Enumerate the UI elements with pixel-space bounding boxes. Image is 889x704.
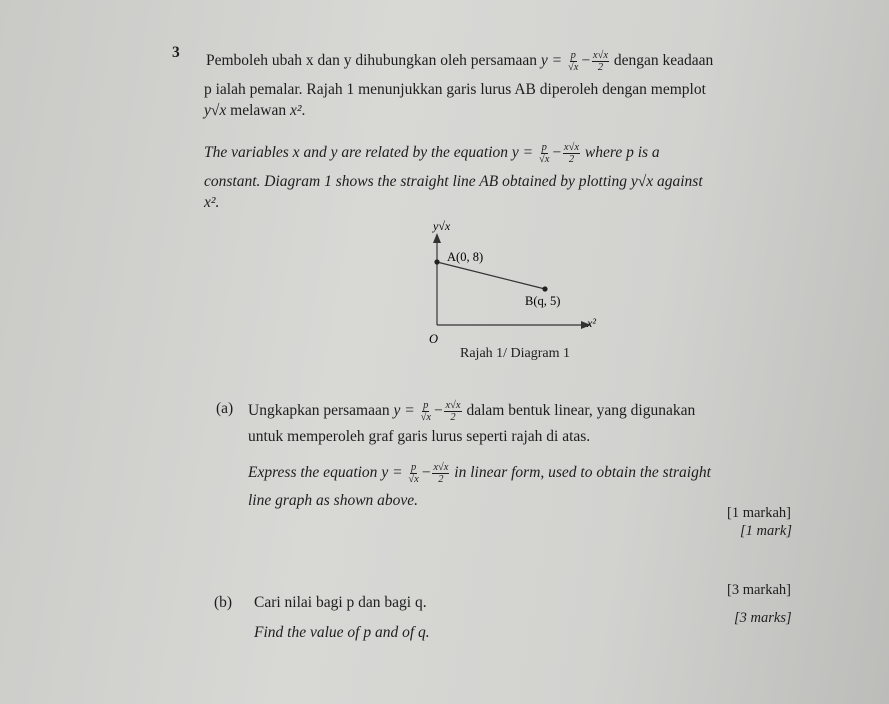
point-b-label: B(q, 5)	[525, 294, 561, 308]
equation	[393, 400, 466, 424]
frac-den: 2	[597, 62, 604, 74]
malay-intro-line-2: p ialah pemalar. Rajah 1 menunjukkan garis lurus AB diperoleh dengan memplot	[204, 81, 706, 98]
part-a-malay-line-1	[248, 400, 695, 423]
frac-den: 2	[450, 412, 456, 424]
english-intro-text-a: The variables x and y are related by the equation	[204, 144, 509, 162]
part-a-english-line-2: line graph as shown above.	[248, 492, 419, 509]
frac-num: p	[423, 400, 429, 411]
question-number: 3	[172, 44, 180, 61]
frac-den: √x	[568, 62, 579, 74]
x-squared-expr: x²	[204, 194, 216, 211]
fraction-p-over-root-x	[538, 142, 550, 165]
frac-num: p	[570, 50, 576, 61]
malay-intro-line-1	[206, 50, 713, 73]
equation-en	[511, 142, 585, 166]
part-a-malay-text-a: Ungkapkan persamaan	[248, 402, 390, 420]
minus-sign: −	[433, 402, 444, 420]
frac-num: x√x	[592, 50, 608, 61]
fraction-x-root-x-over-2	[444, 400, 461, 423]
frac-num: x√x	[445, 400, 461, 411]
point-a-label: A(0, 8)	[447, 250, 484, 264]
part-b-english-text: Find the value of p and of q.	[254, 624, 430, 641]
frac-den: √x	[408, 474, 419, 486]
part-a-malay-text-b: dalam bentuk linear, yang digunakan	[466, 402, 696, 420]
frac-num: p	[541, 142, 547, 153]
point-a	[434, 259, 439, 264]
y-root-x-expr: y√x	[630, 173, 654, 190]
y-axis-arrow-icon	[433, 233, 441, 243]
equation-lhs: y =	[393, 402, 415, 420]
origin-label: O	[429, 332, 439, 346]
fraction-p-over-root-x	[567, 50, 579, 73]
line-ab	[437, 262, 545, 289]
part-a-english-text-a: Express the equation	[248, 464, 378, 482]
minus-sign: −	[580, 52, 591, 70]
english-against: against	[656, 173, 703, 190]
fraction-p-over-root-x	[420, 400, 432, 423]
equation-lhs: y =	[540, 52, 563, 70]
malay-intro-line-3: y√x melawan x².	[204, 102, 306, 119]
part-a-english-text-b: in linear form, used to obtain the straight	[454, 464, 711, 482]
frac-den: 2	[438, 474, 444, 486]
equation-lhs: y =	[381, 464, 403, 482]
english-intro-line-1	[204, 142, 660, 165]
minus-sign: −	[420, 464, 432, 482]
frac-den: √x	[539, 154, 550, 166]
fraction-p-over-root-x	[407, 462, 419, 485]
frac-num: x√x	[433, 462, 449, 473]
malay-intro-text-a: Pemboleh ubah x dan y dihubungkan oleh persamaan	[206, 52, 538, 70]
part-a-marks-english: [1 mark]	[740, 523, 792, 539]
part-a-malay-line-2: untuk memperoleh graf garis lurus seperti rajah di atas.	[248, 428, 591, 445]
y-axis-label: y√x	[433, 219, 451, 233]
x-squared-expr: x²	[289, 102, 302, 119]
malay-intro-text-b: dengan keadaan	[613, 52, 714, 70]
part-a-label: (a)	[216, 400, 234, 417]
english-intro-text-c: constant. Diagram 1 shows the straight line AB obtained by plotting	[204, 173, 627, 190]
fraction-x-root-x-over-2	[563, 142, 580, 165]
frac-num: p	[411, 462, 417, 473]
frac-den: 2	[568, 154, 575, 166]
y-root-x-expr: y√x	[204, 102, 227, 119]
part-b-marks-malay: [3 markah]	[727, 582, 792, 598]
part-a-english-line-1	[248, 462, 711, 485]
malay-against: melawan	[230, 102, 287, 119]
frac-num: x√x	[563, 142, 580, 153]
minus-sign: −	[551, 144, 562, 162]
equation-en	[381, 462, 454, 486]
frac-den: √x	[420, 412, 432, 424]
part-b-label: (b)	[214, 594, 233, 611]
point-b	[542, 286, 547, 291]
part-b-marks-english: [3 marks]	[734, 610, 792, 626]
english-intro-line-2	[204, 173, 703, 191]
equation-lhs: y =	[511, 144, 534, 162]
diagram-caption: Rajah 1/ Diagram 1	[460, 346, 571, 361]
part-a-marks-malay: [1 markah]	[727, 505, 792, 521]
english-intro-line-3: x².	[204, 194, 220, 211]
fraction-x-root-x-over-2	[432, 462, 449, 485]
equation	[540, 50, 614, 74]
english-intro-text-b: where p is a	[584, 144, 660, 162]
fraction-x-root-x-over-2	[592, 50, 609, 73]
x-axis-label: x²	[587, 316, 596, 330]
part-b-malay-text: Cari nilai bagi p dan bagi q.	[254, 594, 427, 611]
